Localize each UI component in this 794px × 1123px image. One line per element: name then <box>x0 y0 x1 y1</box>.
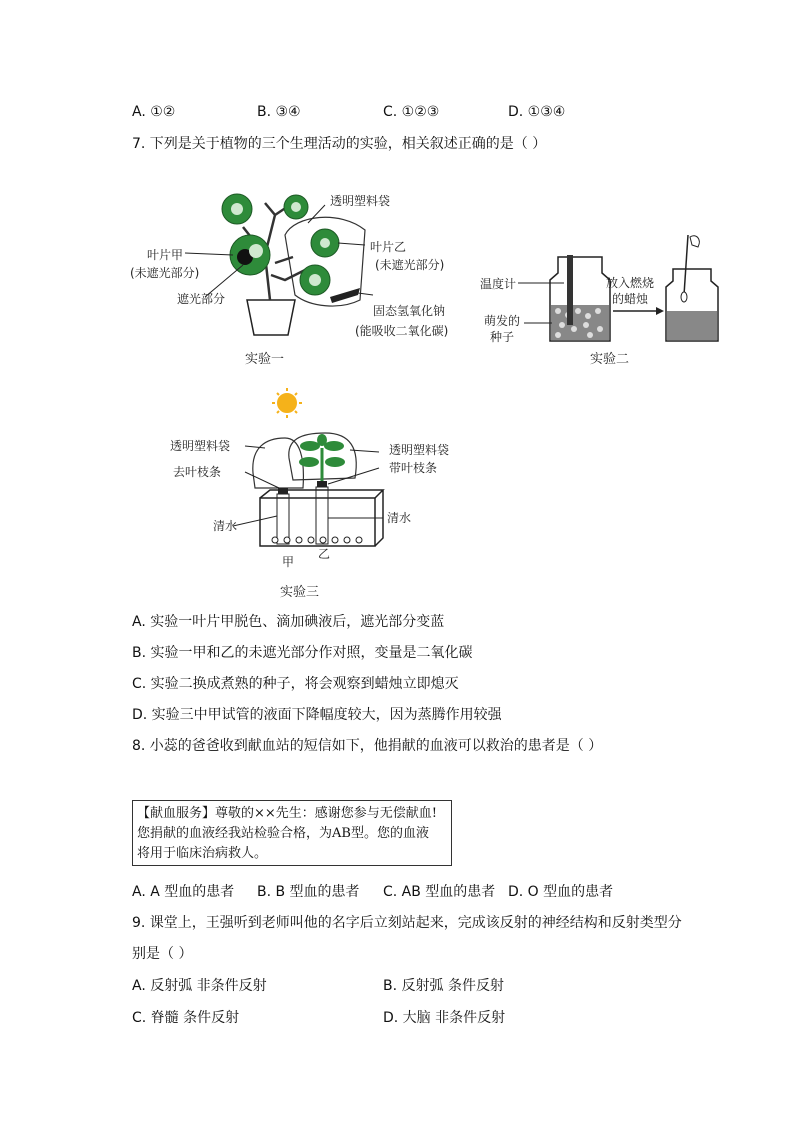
label-seeds-2: 种子 <box>490 330 515 344</box>
tube-a <box>277 494 289 544</box>
q9-option-d: D. 大脑 非条件反射 <box>383 1010 506 1026</box>
label-arrow-1: 放入燃烧 <box>606 276 655 290</box>
label-leaf-a: 叶片甲 <box>147 248 184 262</box>
q7-option-d: D. 实验三中甲试管的液面下降幅度较大，因为蒸腾作用较强 <box>132 707 502 723</box>
sms-line-2: 您捐献的血液经我站检验合格，为AB型。您的血液 <box>137 826 429 841</box>
sms-line-3: 将用于临床治病救人。 <box>137 846 268 861</box>
sun-icon <box>272 388 302 418</box>
q9-option-b: B. 反射弧 条件反射 <box>383 978 504 994</box>
q8-option-d: D. O 型血的患者 <box>508 884 614 900</box>
label-with-leaf: 带叶枝条 <box>389 461 438 475</box>
q9-stem-1: 9. 课堂上，王强听到老师叫他的名字后立刻站起来，完成该反射的神经结构和反射类型分 <box>132 915 682 931</box>
q9-option-a: A. 反射弧 非条件反射 <box>132 978 267 994</box>
hand-icon <box>690 236 699 247</box>
label-naoh: 固态氢氧化钠 <box>373 304 446 318</box>
q6-option-a: A. ①② <box>132 104 176 120</box>
label-arrow-2: 的蜡烛 <box>612 292 649 306</box>
label-bag: 透明塑料袋 <box>330 194 391 208</box>
q6-option-c: C. ①②③ <box>383 104 440 120</box>
q7-option-c: C. 实验二换成煮熟的种子，将会观察到蜡烛立即熄灭 <box>132 676 459 692</box>
caption-experiment-two: 实验二 <box>590 352 630 367</box>
label-shade: 遮光部分 <box>177 292 226 306</box>
leader-lines <box>185 205 373 297</box>
caption-experiment-three: 实验三 <box>280 585 320 600</box>
label-leaf-b: 叶片乙 <box>370 240 407 254</box>
label-thermometer: 温度计 <box>480 277 517 291</box>
q8-option-c: C. AB 型血的患者 <box>383 884 496 900</box>
stopper-b <box>317 481 327 487</box>
q7-option-a: A. 实验一叶片甲脱色、滴加碘液后，遮光部分变蓝 <box>132 614 445 630</box>
label-water-right: 清水 <box>387 511 412 525</box>
label-leaf-b-note: (未遮光部分) <box>375 258 445 272</box>
q8-option-a: A. A 型血的患者 <box>132 884 235 900</box>
candle-icon <box>681 292 687 302</box>
label-water-left: 清水 <box>213 519 238 533</box>
label-bag-left: 透明塑料袋 <box>170 439 231 453</box>
caption-experiment-one: 实验一 <box>245 352 285 367</box>
q9-stem-2: 别是（ ） <box>132 946 193 962</box>
q7-option-b: B. 实验一甲和乙的未遮光部分作对照，变量是二氧化碳 <box>132 645 473 661</box>
tube-b <box>316 487 328 544</box>
q6-option-b: B. ③④ <box>257 104 301 120</box>
label-tube-b: 乙 <box>318 547 331 561</box>
experiment-one-figure <box>125 185 470 375</box>
q8-stem: 8. 小蕊的爸爸收到献血站的短信如下，他捐献的血液可以救治的患者是（ ） <box>132 738 603 754</box>
label-naoh-note: (能吸收二氧化碳) <box>355 324 449 338</box>
sms-line-1: 【献血服务】尊敬的××先生：感谢您参与无偿献血! <box>137 806 438 821</box>
seeds-right <box>667 311 717 340</box>
thermometer <box>567 255 573 325</box>
label-tube-a: 甲 <box>282 555 295 569</box>
label-no-leaf: 去叶枝条 <box>173 465 222 479</box>
arrow-head <box>656 307 664 315</box>
label-seeds-1: 萌发的 <box>484 314 521 328</box>
q8-option-b: B. B 型血的患者 <box>257 884 360 900</box>
naoh-block <box>330 288 360 303</box>
q7-stem: 7. 下列是关于植物的三个生理活动的实验，相关叙述正确的是（ ） <box>132 136 547 152</box>
stopper-a <box>278 488 288 494</box>
experiment-three-figure <box>165 388 475 603</box>
q6-option-d: D. ①③④ <box>508 104 566 120</box>
flower-pot <box>247 300 295 335</box>
experiment-two-figure <box>478 225 728 370</box>
sms-message-box <box>132 800 452 866</box>
label-bag-right: 透明塑料袋 <box>389 443 450 457</box>
label-leaf-a-note: (未遮光部分) <box>130 266 200 280</box>
q9-option-c: C. 脊髓 条件反射 <box>132 1010 240 1026</box>
